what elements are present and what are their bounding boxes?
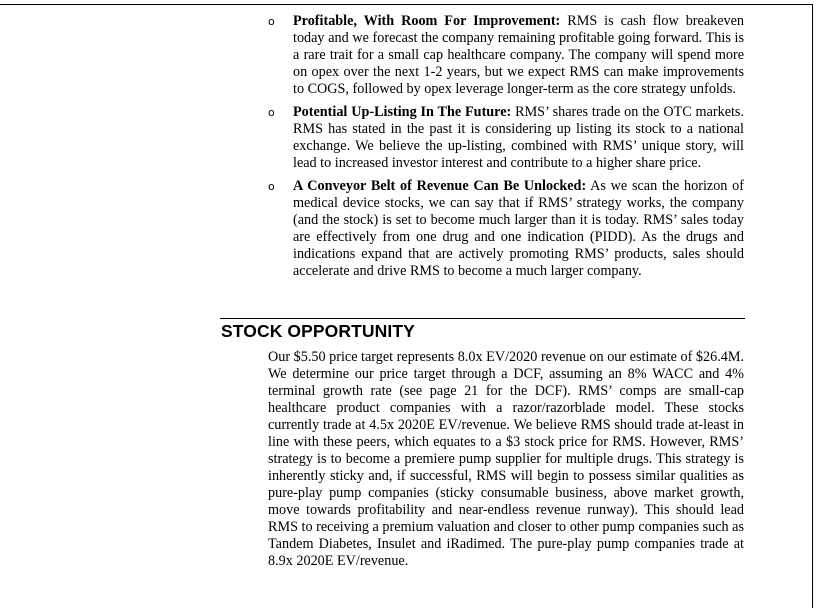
page-top-border bbox=[0, 4, 812, 5]
bullet-body: As we scan the horizon of medical device stocks, we can say that if RMS’ strategy works, the company (and the stock) is set to become much larger than it is today. RMS’ sales today are effectively from one drug and one indication (PIDD). As the drugs and indications expand that are actively promoting RMS’ products, sales should accelerate and drive RMS to become a much larger company. bbox=[293, 178, 744, 279]
bullet-paragraph bbox=[293, 13, 744, 98]
bullet-body: RMS’ shares trade on the OTC markets. RMS has stated in the past it is considering up listing its stock to a national exchange. We believe the up-listing, combined with RMS’ unique story, will lead to increased investor interest and contribute to a higher share price. bbox=[293, 104, 744, 171]
section-divider bbox=[220, 318, 745, 319]
section-paragraph: Our $5.50 price target represents 8.0x EV/2020 revenue on our estimate of $26.4M. We determine our price target through a DCF, assuming an 8% WACC and 4% terminal growth rate (see page 21 for the DCF). RMS’ comps are small-cap healthcare product companies with a razor/razorblade model. These stocks currently trade at 4.5x 2020E EV/revenue. We believe RMS should trade at-least in line with these peers, which equates to a $3 stock price for RMS. However, RMS’ strategy is to become a premiere pump supplier for multiple drugs. This strategy is inherently sticky and, if successful, RMS will begin to possess similar qualities as pure-play pump companies (sticky consumable business, above market growth, move towards profitability and near-endless revenue runway). This should lead RMS to receiving a premium valuation and closer to other pump companies such as Tandem Diabetes, Insulet and iRadimed. The pure-play pump companies trade at 8.9x 2020E EV/revenue. bbox=[268, 349, 744, 569]
bullet-title: A Conveyor Belt of Revenue Can Be Unlocked: bbox=[293, 178, 587, 194]
page-right-border bbox=[812, 4, 813, 608]
highlights-list bbox=[268, 13, 744, 286]
list-item bbox=[268, 13, 744, 98]
list-item bbox=[268, 104, 744, 172]
bullet-paragraph bbox=[293, 104, 744, 172]
hollow-circle-bullet-icon: o bbox=[268, 106, 275, 119]
bullet-title: Potential Up-Listing In The Future: bbox=[293, 104, 512, 120]
list-item bbox=[268, 178, 744, 280]
bullet-paragraph bbox=[293, 178, 744, 280]
bullet-body: RMS is cash flow breakeven today and we forecast the company remaining profitable going forward. This is a rare trait for a small cap healthcare company. The company will spend more on opex over the next 1-2 years, but we expect RMS can make improvements to COGS, followed by opex leverage longer-term as the core strategy unfolds. bbox=[293, 13, 745, 97]
hollow-circle-bullet-icon: o bbox=[268, 15, 275, 28]
hollow-circle-bullet-icon: o bbox=[268, 180, 275, 193]
bullet-title: Profitable, With Room For Improvement: bbox=[293, 13, 561, 29]
section-heading: STOCK OPPORTUNITY bbox=[221, 321, 415, 341]
